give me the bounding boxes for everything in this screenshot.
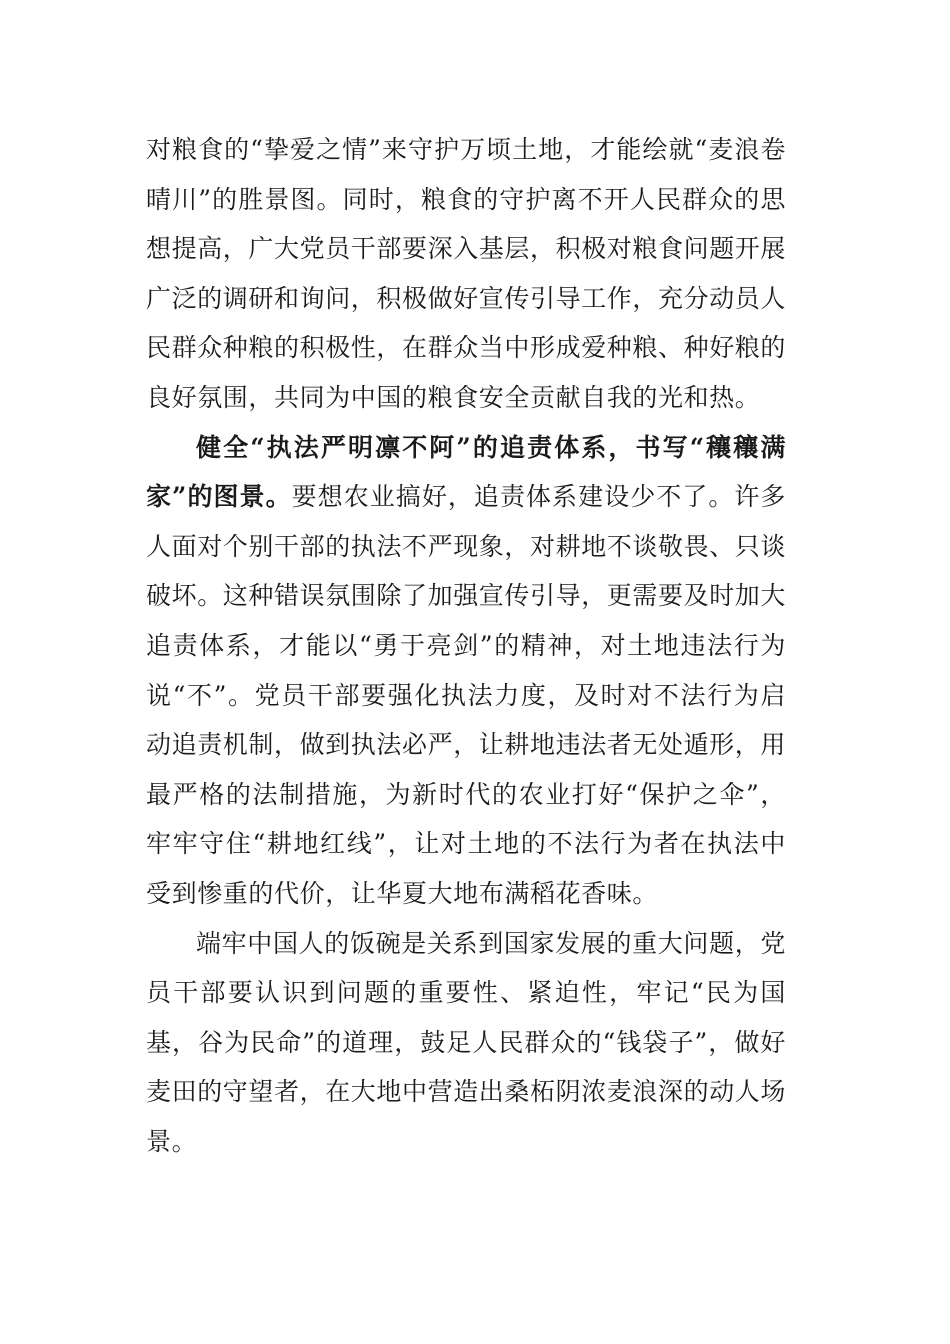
paragraph-heading: 健全“执法严明凛不阿”的追责体系，书写“穰穰满家”的图景。 xyxy=(146,432,786,512)
paragraph-accountability xyxy=(146,423,786,919)
paragraph-body: 要想农业搞好，追责体系建设少不了。许多人面对个别干部的执法不严现象，对耕地不谈敬畏、只谈破坏。这种错误氛围除了加强宣传引导，更需要及时加大追责体系，才能以“勇于亮剑”的精神，对土地违法行为说“不”。党员干部要强化执法力度，及时对不法行为启动追责机制，做到执法必严，让耕地违法者无处遁形，用最严格的法制措施，为新时代的农业打好“保护之伞”，牢牢守住“耕地红线”，让对土地的不法行为者在执法中受到惨重的代价，让华夏大地布满稻花香味。 xyxy=(146,482,787,908)
paragraph-conclusion: 端牢中国人的饭碗是关系到国家发展的重大问题，党员干部要认识到问题的重要性、紧迫性，牢记“民为国基，谷为民命”的道理，鼓足人民群众的“钱袋子”，做好麦田的守望者，在大地中营造出桑柘阴浓麦浪深的动人场景。 xyxy=(146,928,787,1156)
document-body xyxy=(146,125,786,1166)
paragraph-continuation: 对粮食的“挚爱之情”来守护万顷土地，才能绘就“麦浪卷晴川”的胜景图。同时，粮食的守护离不开人民群众的思想提高，广大党员干部要深入基层，积极对粮食问题开展广泛的调研和询问，积极做好宣传引导工作，充分动员人民群众种粮的积极性，在群众当中形成爱种粮、种好粮的良好氛围，共同为中国的粮食安全贡献自我的光和热。 xyxy=(146,135,787,412)
